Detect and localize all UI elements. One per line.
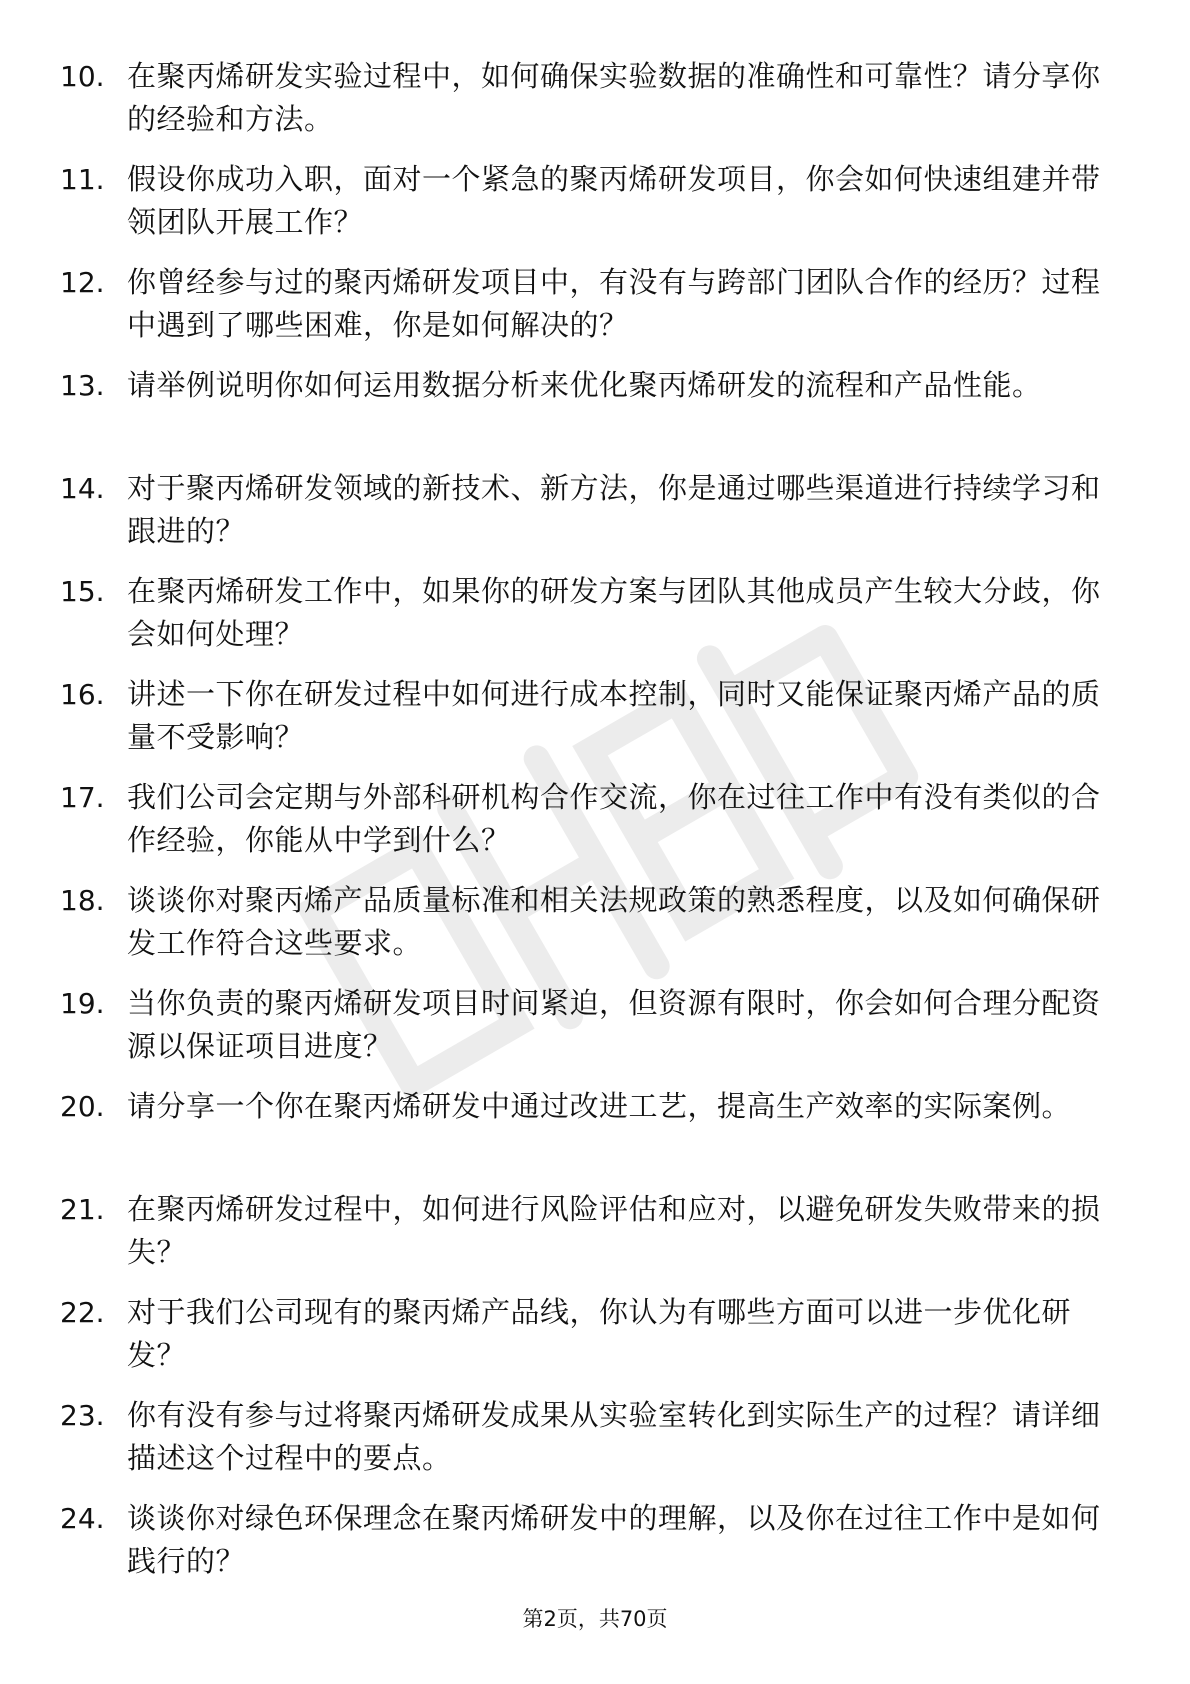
question-number: 17. <box>60 781 105 814</box>
question-text: 请举例说明你如何运用数据分析来优化聚丙烯研发的流程和产品性能。 <box>127 368 1042 402</box>
question-item <box>60 364 1120 467</box>
question-number: 12. <box>60 266 105 299</box>
question-number: 20. <box>60 1090 105 1123</box>
question-text: 在聚丙烯研发过程中，如何进行风险评估和应对，以避免研发失败带来的损失？ <box>127 1192 1101 1269</box>
question-item <box>60 1394 1120 1497</box>
question-item <box>60 1291 1120 1394</box>
question-number: 19. <box>60 987 105 1020</box>
question-text: 在聚丙烯研发实验过程中，如何确保实验数据的准确性和可靠性？请分享你的经验和方法。 <box>127 59 1101 136</box>
question-text: 你有没有参与过将聚丙烯研发成果从实验室转化到实际生产的过程？请详细描述这个过程中的要点。 <box>127 1398 1101 1475</box>
question-item <box>60 982 1120 1085</box>
question-number: 16. <box>60 678 105 711</box>
question-text: 在聚丙烯研发工作中，如果你的研发方案与团队其他成员产生较大分歧，你会如何处理？ <box>127 574 1101 651</box>
question-item <box>60 776 1120 879</box>
question-item <box>60 467 1120 570</box>
question-text: 谈谈你对绿色环保理念在聚丙烯研发中的理解，以及你在过往工作中是如何践行的？ <box>127 1501 1101 1578</box>
question-text: 你曾经参与过的聚丙烯研发项目中，有没有与跨部门团队合作的经历？过程中遇到了哪些困难，你是如何解决的？ <box>127 265 1101 342</box>
question-number: 14. <box>60 472 105 505</box>
question-item <box>60 158 1120 261</box>
question-item <box>60 570 1120 673</box>
question-list <box>60 55 1120 1600</box>
question-number: 15. <box>60 575 105 608</box>
question-item <box>60 1085 1120 1188</box>
question-item <box>60 673 1120 776</box>
question-item <box>60 1188 1120 1291</box>
question-item <box>60 1497 1120 1600</box>
question-text: 请分享一个你在聚丙烯研发中通过改进工艺，提高生产效率的实际案例。 <box>127 1089 1072 1123</box>
question-text: 对于聚丙烯研发领域的新技术、新方法，你是通过哪些渠道进行持续学习和跟进的？ <box>127 471 1101 548</box>
question-text: 讲述一下你在研发过程中如何进行成本控制，同时又能保证聚丙烯产品的质量不受影响？ <box>127 677 1101 754</box>
question-item <box>60 879 1120 982</box>
question-item <box>60 261 1120 364</box>
question-number: 21. <box>60 1193 105 1226</box>
question-number: 11. <box>60 163 105 196</box>
question-number: 10. <box>60 60 105 93</box>
question-text: 对于我们公司现有的聚丙烯产品线，你认为有哪些方面可以进一步优化研发？ <box>127 1295 1072 1372</box>
question-number: 24. <box>60 1502 105 1535</box>
question-number: 22. <box>60 1296 105 1329</box>
question-number: 23. <box>60 1399 105 1432</box>
question-text: 假设你成功入职，面对一个紧急的聚丙烯研发项目，你会如何快速组建并带领团队开展工作？ <box>127 162 1101 239</box>
question-number: 13. <box>60 369 105 402</box>
question-text: 当你负责的聚丙烯研发项目时间紧迫，但资源有限时，你会如何合理分配资源以保证项目进度？ <box>127 986 1101 1063</box>
question-text: 我们公司会定期与外部科研机构合作交流，你在过往工作中有没有类似的合作经验，你能从中学到什么？ <box>127 780 1101 857</box>
question-text: 谈谈你对聚丙烯产品质量标准和相关法规政策的熟悉程度，以及如何确保研发工作符合这些要求。 <box>127 883 1101 960</box>
page-number-footer: 第2页，共70页 <box>522 1607 668 1631</box>
question-number: 18. <box>60 884 105 917</box>
question-item <box>60 55 1120 158</box>
